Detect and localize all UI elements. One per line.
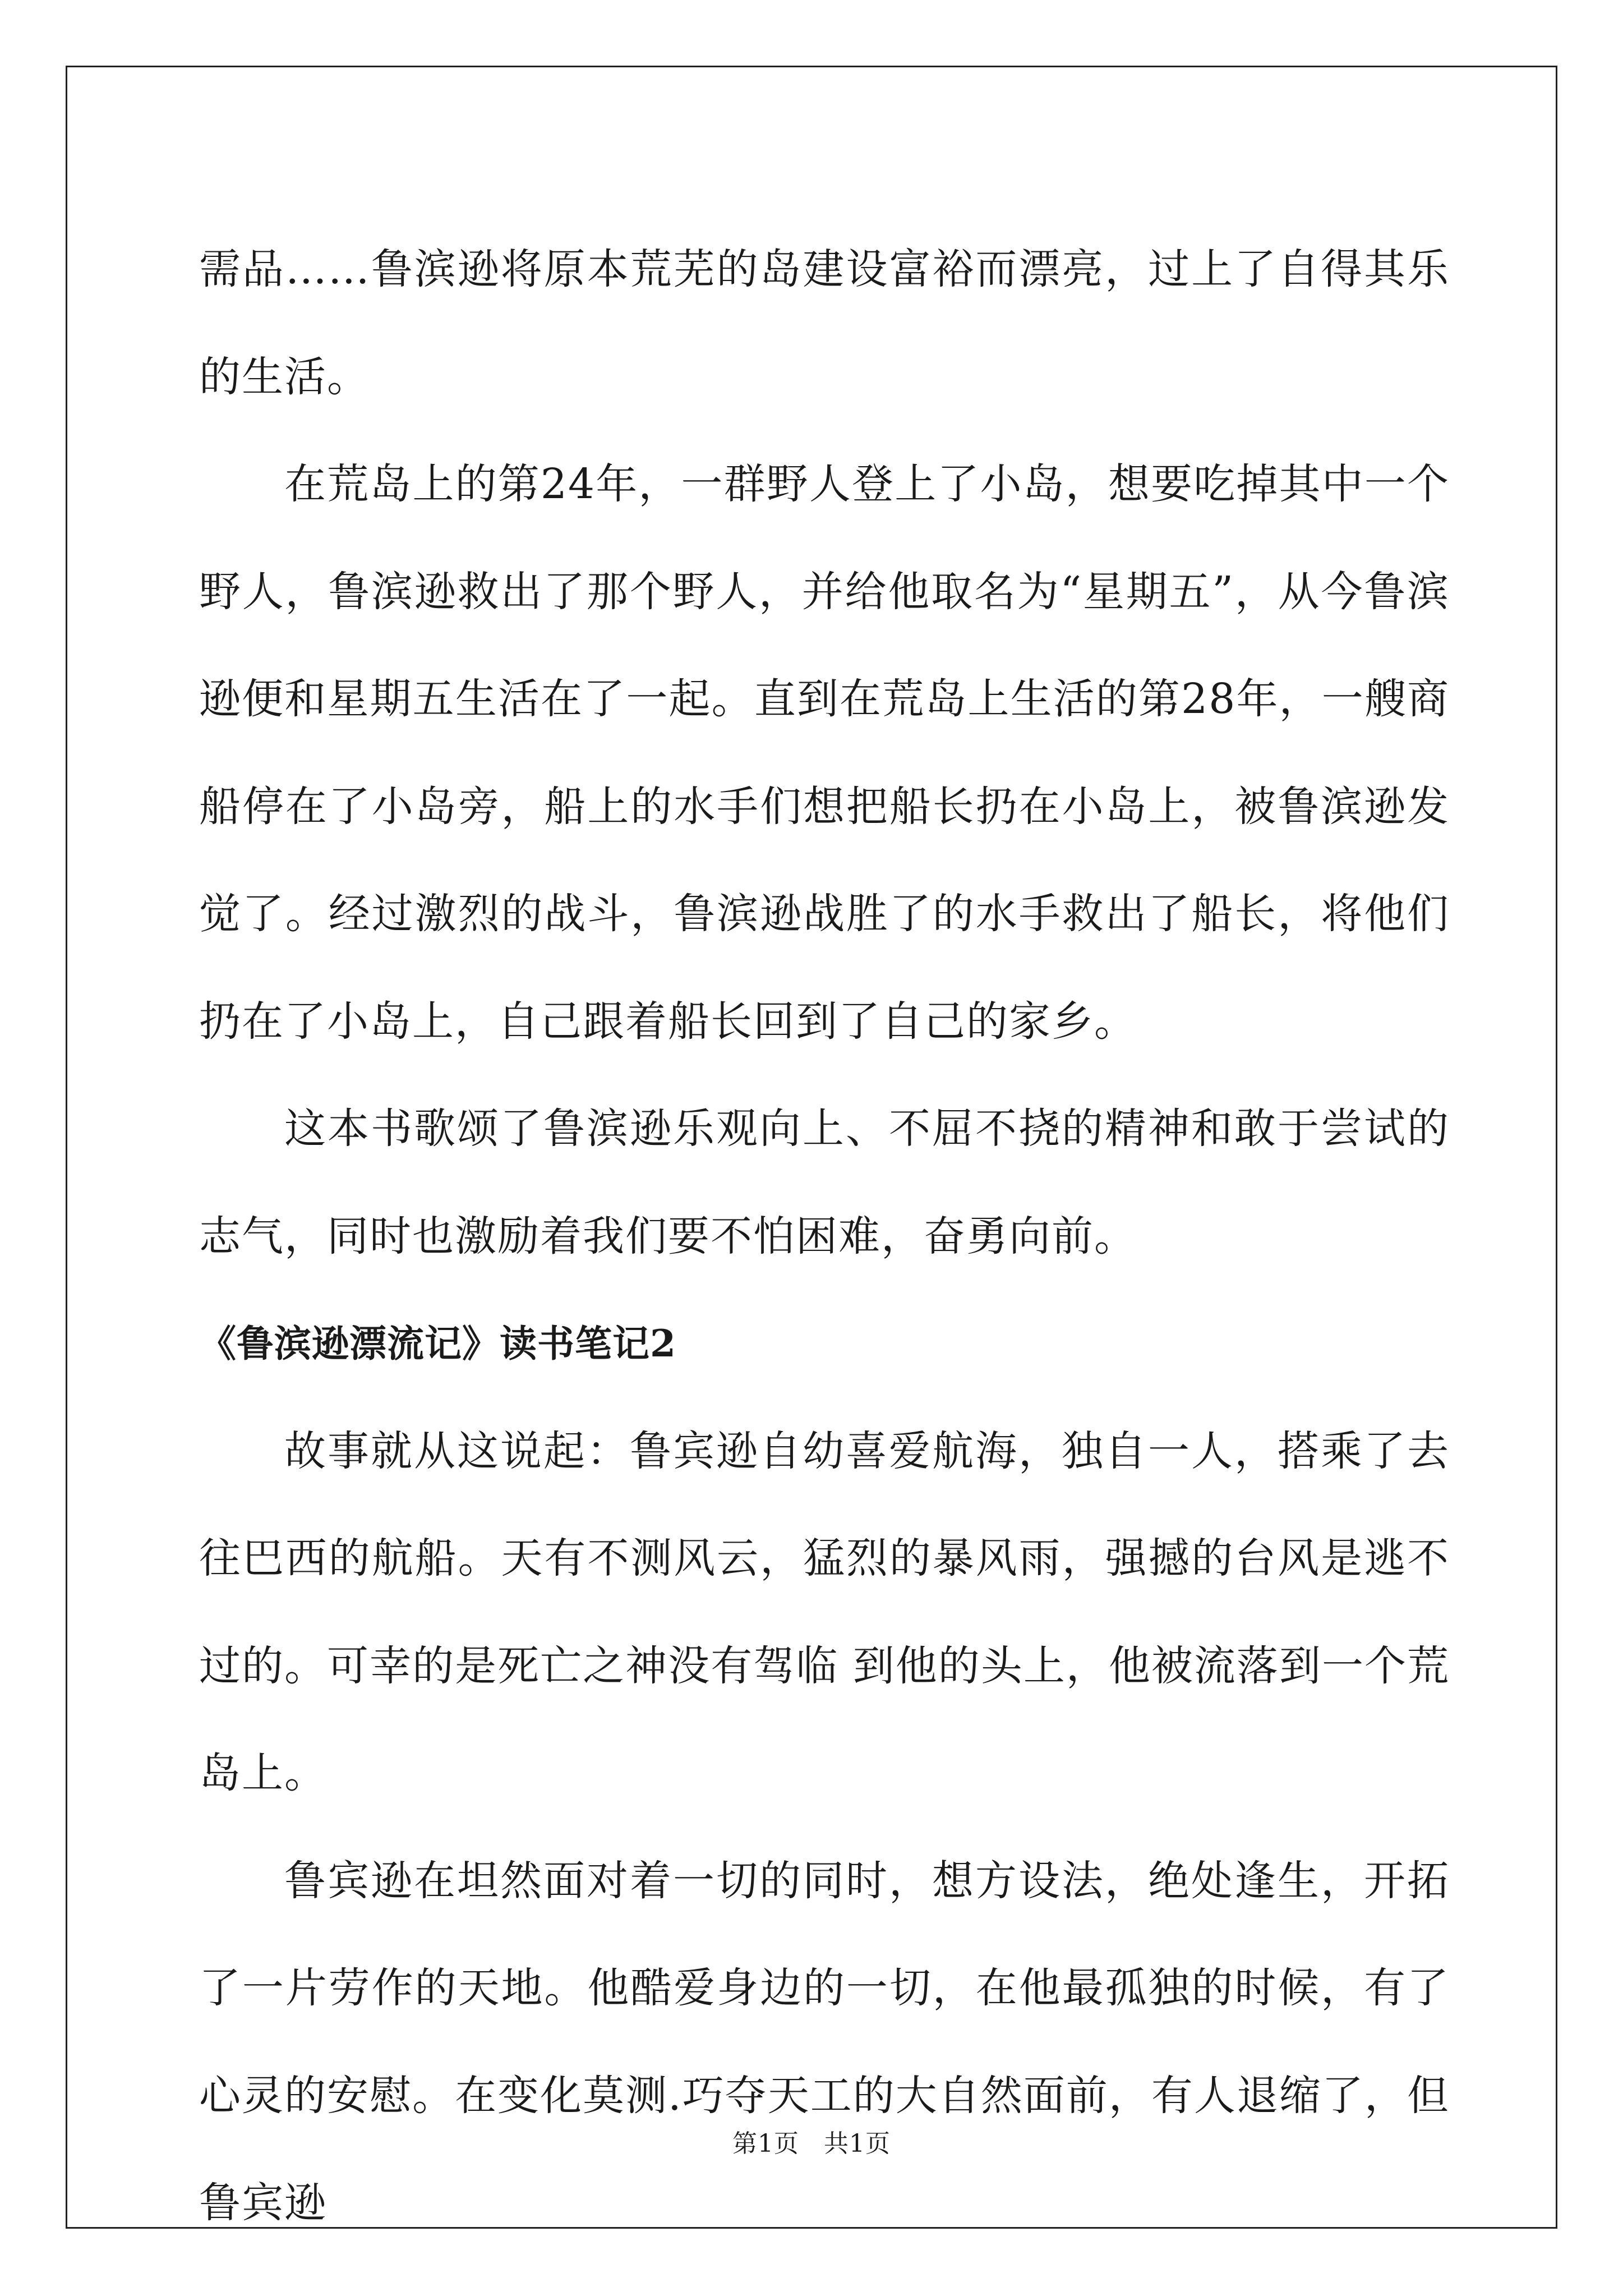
document-body <box>199 216 1450 2257</box>
paragraph-2: 在荒岛上的第24年，一群野人登上了小岛，想要吃掉其中一个野人，鲁滨逊救出了那个野人，并给他取名为“星期五”，从今鲁滨逊便和星期五生活在了一起。直到在荒岛上生活的第28年，一艘商船停在了小岛旁，船上的水手们想把船长扔在小岛上，被鲁滨逊发觉了。经过激烈的战斗，鲁滨逊战胜了的水手救出了船长，将他们扔在了小岛上，自己跟着船长回到了自己的家乡。 <box>199 460 1450 1046</box>
paragraph-3: 这本书歌颂了鲁滨逊乐观向上、不屈不挠的精神和敢于尝试的志气，同时也激励着我们要不怕困难，奋勇向前。 <box>199 1105 1450 1260</box>
paragraph-1: 需品……鲁滨逊将原本荒芜的岛建设富裕而漂亮，过上了自得其乐的生活。 <box>199 245 1450 401</box>
section-heading: 《鲁滨逊漂流记》读书笔记2 <box>199 1322 676 1365</box>
page-number: 第1页 <box>732 2129 799 2158</box>
page-total: 共1页 <box>824 2129 891 2158</box>
page-footer <box>0 2127 1623 2161</box>
paragraph-4: 故事就从这说起：鲁宾逊自幼喜爱航海，独自一人，搭乘了去往巴西的航船。天有不测风云，猛烈的暴风雨，强撼的台风是逃不过的。可幸的是死亡之神没有驾临 到他的头上，他被流落到一个荒岛上。 <box>199 1427 1450 1797</box>
paragraph-5: 鲁宾逊在坦然面对着一切的同时，想方设法，绝处逢生，开拓了一片劳作的天地。他酷爱身边的一切，在他最孤独的时候，有了心灵的安慰。在变化莫测.巧夺天工的大自然面前，有人退缩了，但鲁宾逊 <box>199 1856 1450 2227</box>
